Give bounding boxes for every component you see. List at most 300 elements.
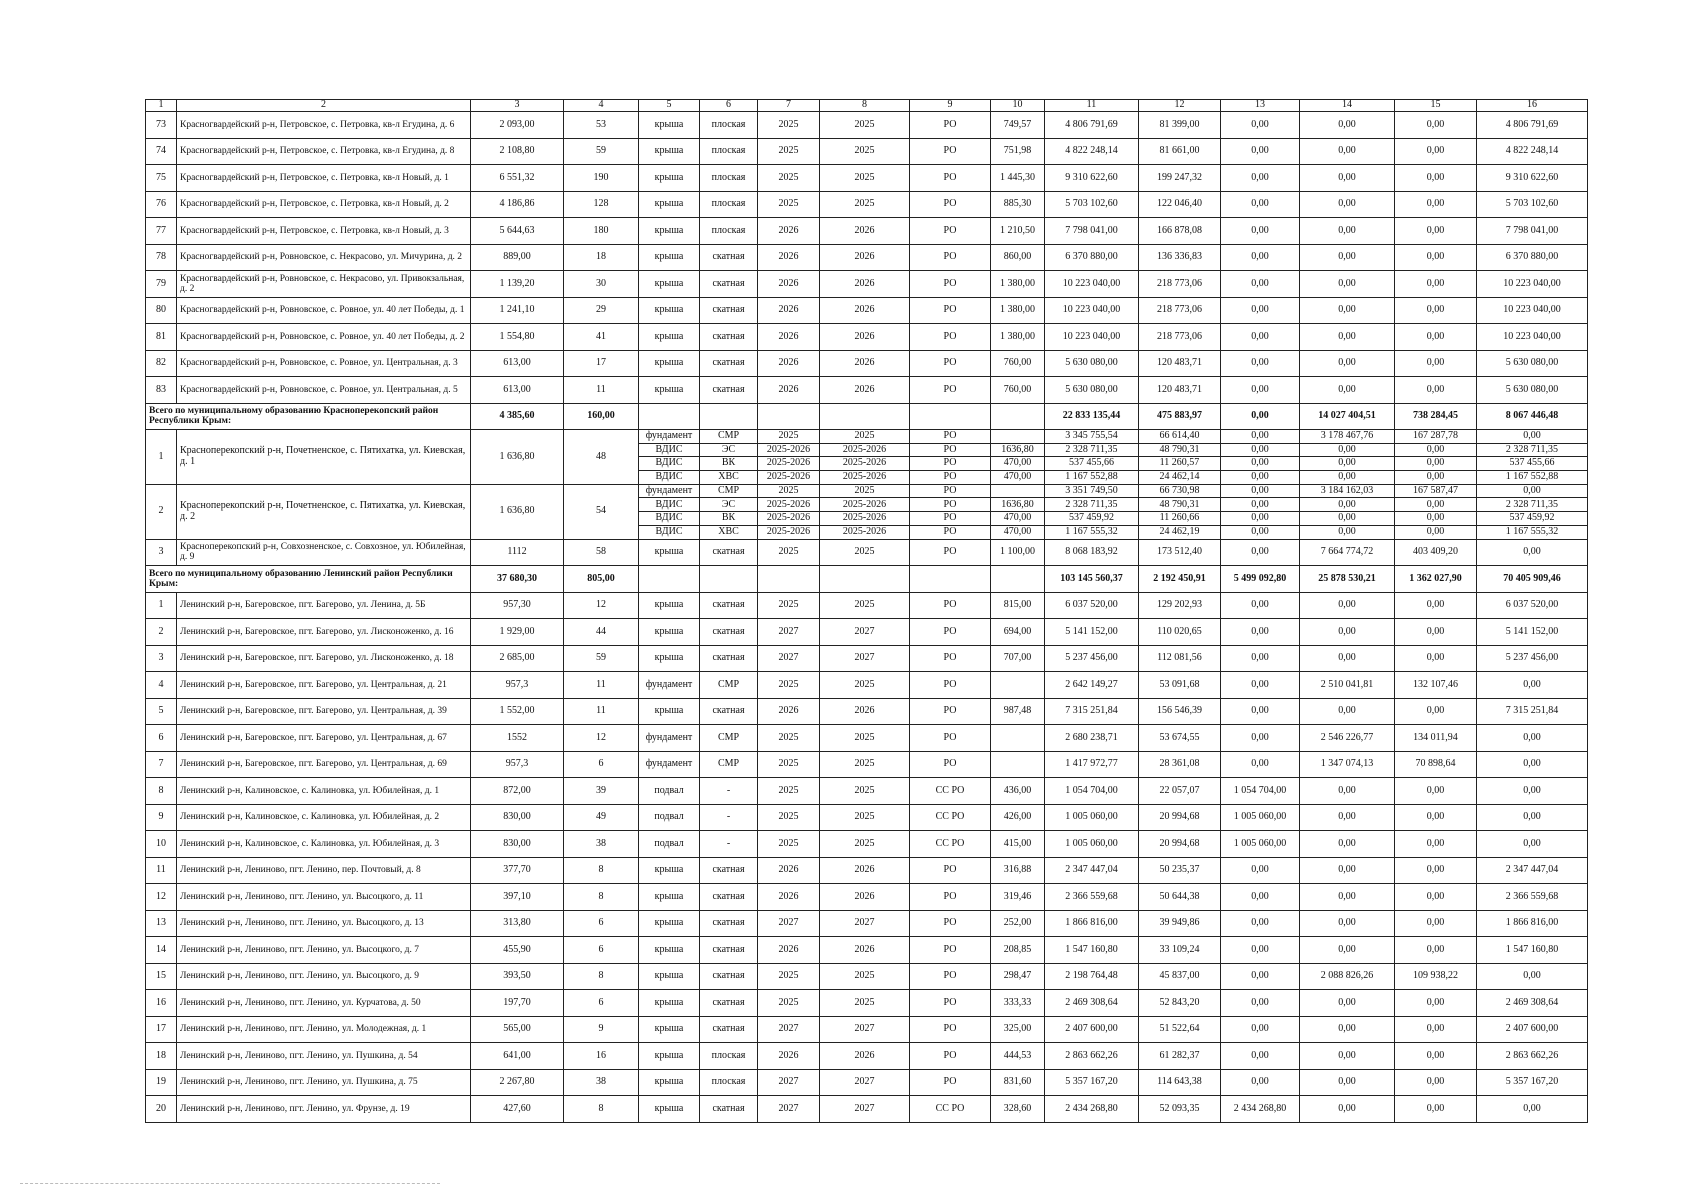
table-cell: 0,00: [1395, 297, 1477, 324]
table-cell: 2025: [758, 191, 820, 218]
column-header: 12: [1139, 100, 1221, 112]
table-cell: 2025: [820, 751, 910, 778]
table-cell: 0,00: [1300, 937, 1395, 964]
table-row: [146, 218, 1588, 245]
table-cell: 2 366 559,68: [1477, 884, 1588, 911]
table-cell: 436,00: [991, 778, 1045, 805]
table-cell: 4 822 248,14: [1045, 138, 1139, 165]
table-cell: ХВС: [700, 525, 758, 539]
table-row: [146, 165, 1588, 192]
table-cell: крыша: [639, 990, 700, 1017]
table-cell: скатная: [700, 937, 758, 964]
table-cell: 1 005 060,00: [1221, 804, 1300, 831]
table-cell: 0,00: [1300, 857, 1395, 884]
table-cell: 0,00: [1395, 937, 1477, 964]
table-cell: 19: [146, 1069, 177, 1096]
total-cell: [991, 403, 1045, 430]
table-cell: 1 417 972,77: [1045, 751, 1139, 778]
table-cell: 333,33: [991, 990, 1045, 1017]
address-cell: Красногвардейский р-н, Ровновское, с. Ровное, ул. 40 лет Победы, д. 2: [177, 324, 471, 351]
table-cell: 66 614,40: [1139, 430, 1221, 444]
table-cell: 128: [564, 191, 639, 218]
table-cell: 0,00: [1300, 910, 1395, 937]
table-cell: 2026: [820, 297, 910, 324]
row-number: 2: [146, 484, 177, 539]
address-cell: Ленинский р-н, Лениново, пгт. Ленино, ул. Высоцкого, д. 7: [177, 937, 471, 964]
table-cell: крыша: [639, 937, 700, 964]
table-cell: 0,00: [1477, 484, 1588, 498]
table-cell: 5 630 080,00: [1477, 350, 1588, 377]
total-cell: [639, 566, 700, 593]
address-cell: Ленинский р-н, Калиновское, с. Калиновка, ул. Юбилейная, д. 1: [177, 778, 471, 805]
table-cell: 2025: [820, 112, 910, 139]
total-cell: [910, 403, 991, 430]
table-cell: 15: [146, 963, 177, 990]
table-cell: СМР: [700, 751, 758, 778]
table-cell: скатная: [700, 698, 758, 725]
table-cell: 120 483,71: [1139, 377, 1221, 404]
table-cell: 2026: [758, 698, 820, 725]
table-cell: 2025-2026: [820, 457, 910, 471]
column-header: 2: [177, 100, 471, 112]
table-cell: 0,00: [1300, 457, 1395, 471]
table-cell: 0,00: [1395, 1016, 1477, 1043]
table-cell: 0,00: [1221, 1043, 1300, 1070]
table-cell: 613,00: [471, 377, 564, 404]
table-cell: 49: [564, 804, 639, 831]
table-cell: 0,00: [1395, 457, 1477, 471]
table-cell: 2025: [758, 831, 820, 858]
table-cell: 8: [564, 857, 639, 884]
table-cell: 173 512,40: [1139, 539, 1221, 566]
table-cell: 11: [564, 672, 639, 699]
table-cell: 2026: [758, 218, 820, 245]
address-cell: Красногвардейский р-н, Петровское, с. Петровка, кв-л Новый, д. 2: [177, 191, 471, 218]
table-cell: 0,00: [1395, 857, 1477, 884]
table-cell: 0,00: [1221, 297, 1300, 324]
table-cell: 7 664 774,72: [1300, 539, 1395, 566]
table-cell: крыша: [639, 592, 700, 619]
table-cell: 0,00: [1300, 350, 1395, 377]
table-cell: 6: [564, 990, 639, 1017]
table-cell: 2 407 600,00: [1477, 1016, 1588, 1043]
table-cell: 3 351 749,50: [1045, 484, 1139, 498]
table-cell: 0,00: [1221, 191, 1300, 218]
table-cell: 134 011,94: [1395, 725, 1477, 752]
table-cell: 2025: [820, 804, 910, 831]
table-cell: 0,00: [1395, 1069, 1477, 1096]
table-cell: плоская: [700, 1043, 758, 1070]
table-cell: 4 822 248,14: [1477, 138, 1588, 165]
table-cell: РО: [910, 350, 991, 377]
table-row: [146, 377, 1588, 404]
table-cell: 0,00: [1221, 645, 1300, 672]
table-cell: 190: [564, 165, 639, 192]
table-cell: 2 328 711,35: [1477, 443, 1588, 457]
total-cell: [758, 403, 820, 430]
table-cell: 76: [146, 191, 177, 218]
table-cell: 0,00: [1300, 645, 1395, 672]
table-cell: 470,00: [991, 512, 1045, 526]
table-cell: скатная: [700, 539, 758, 566]
table-cell: 2026: [758, 937, 820, 964]
table-cell: 328,60: [991, 1096, 1045, 1123]
table-cell: плоская: [700, 191, 758, 218]
table-cell: 1 210,50: [991, 218, 1045, 245]
address-cell: Ленинский р-н, Лениново, пгт. Ленино, ул. Молодежная, д. 1: [177, 1016, 471, 1043]
table-row: [146, 244, 1588, 271]
table-subrow: [146, 430, 1588, 444]
table-cell: 7 315 251,84: [1045, 698, 1139, 725]
table-cell: 537 459,92: [1045, 512, 1139, 526]
table-cell: 2026: [820, 324, 910, 351]
table-cell: крыша: [639, 1043, 700, 1070]
table-row: [146, 112, 1588, 139]
total-cell: 1 362 027,90: [1395, 566, 1477, 593]
table-cell: РО: [910, 512, 991, 526]
table-row: [146, 831, 1588, 858]
column-header: 13: [1221, 100, 1300, 112]
table-cell: 0,00: [1221, 698, 1300, 725]
total-cell: [700, 403, 758, 430]
table-cell: 2025: [758, 990, 820, 1017]
total-cell: [991, 566, 1045, 593]
table-cell: 218 773,06: [1139, 297, 1221, 324]
table-row: [146, 592, 1588, 619]
table-row: [146, 297, 1588, 324]
table-cell: РО: [910, 1016, 991, 1043]
total-cell: 160,00: [564, 403, 639, 430]
table-cell: 470,00: [991, 471, 1045, 485]
table-cell: скатная: [700, 619, 758, 646]
table-cell: скатная: [700, 910, 758, 937]
table-cell: крыша: [639, 1069, 700, 1096]
table-cell: скатная: [700, 244, 758, 271]
table-cell: 167 587,47: [1395, 484, 1477, 498]
table-cell: фундамент: [639, 430, 700, 444]
table-cell: 860,00: [991, 244, 1045, 271]
table-cell: РО: [910, 698, 991, 725]
table-cell: 2 434 268,80: [1045, 1096, 1139, 1123]
table-row: [146, 645, 1588, 672]
table-cell: 22 057,07: [1139, 778, 1221, 805]
table-cell: 12: [146, 884, 177, 911]
address-cell: Красноперекопский р-н, Почетненское, с. Пятихатка, ул. Киевская, д. 1: [177, 430, 471, 485]
table-cell: 2025-2026: [820, 471, 910, 485]
table-cell: РО: [910, 884, 991, 911]
table-cell: 0,00: [1221, 138, 1300, 165]
table-cell: РО: [910, 165, 991, 192]
table-cell: 180: [564, 218, 639, 245]
address-cell: Ленинский р-н, Багеровское, пгт. Багерово, ул. Центральная, д. 39: [177, 698, 471, 725]
table-cell: 44: [564, 619, 639, 646]
table-cell: 0,00: [1300, 698, 1395, 725]
table-cell: 751,98: [991, 138, 1045, 165]
table-row: [146, 751, 1588, 778]
table-cell: скатная: [700, 990, 758, 1017]
table-cell: 0,00: [1300, 1096, 1395, 1123]
table-cell: 319,46: [991, 884, 1045, 911]
table-cell: 2026: [820, 857, 910, 884]
table-cell: 2025: [820, 191, 910, 218]
table-cell: 5 141 152,00: [1045, 619, 1139, 646]
table-cell: 218 773,06: [1139, 271, 1221, 298]
table-cell: 0,00: [1300, 112, 1395, 139]
table-row: [146, 804, 1588, 831]
table-cell: 2 366 559,68: [1045, 884, 1139, 911]
table-cell: 0,00: [1395, 1043, 1477, 1070]
table-cell: 815,00: [991, 592, 1045, 619]
count-cell: 54: [564, 484, 639, 539]
table-cell: 6 370 880,00: [1045, 244, 1139, 271]
table-cell: [991, 672, 1045, 699]
table-cell: 0,00: [1221, 377, 1300, 404]
table-cell: 53 091,68: [1139, 672, 1221, 699]
table-cell: 39: [564, 778, 639, 805]
table-cell: 9: [564, 1016, 639, 1043]
table-cell: 0,00: [1221, 963, 1300, 990]
table-cell: 10 223 040,00: [1045, 324, 1139, 351]
table-cell: 61 282,37: [1139, 1043, 1221, 1070]
table-cell: 29: [564, 297, 639, 324]
column-header: 9: [910, 100, 991, 112]
table-cell: ВДИС: [639, 498, 700, 512]
table-cell: 0,00: [1300, 377, 1395, 404]
table-cell: [991, 430, 1045, 444]
table-cell: РО: [910, 430, 991, 444]
table-cell: 830,00: [471, 831, 564, 858]
table-cell: подвал: [639, 831, 700, 858]
table-cell: 298,47: [991, 963, 1045, 990]
table-cell: 2025: [758, 751, 820, 778]
table-cell: фундамент: [639, 725, 700, 752]
table-cell: 6: [564, 751, 639, 778]
table-cell: 2 198 764,48: [1045, 963, 1139, 990]
table-cell: 0,00: [1221, 165, 1300, 192]
table-cell: 2 469 308,64: [1477, 990, 1588, 1017]
table-cell: 10 223 040,00: [1477, 297, 1588, 324]
address-cell: Ленинский р-н, Багеровское, пгт. Багерово, ул. Лисконоженко, д. 16: [177, 619, 471, 646]
address-cell: Красногвардейский р-н, Петровское, с. Петровка, кв-л Новый, д. 1: [177, 165, 471, 192]
table-cell: СС РО: [910, 778, 991, 805]
table-cell: крыша: [639, 165, 700, 192]
table-cell: 0,00: [1221, 443, 1300, 457]
table-cell: РО: [910, 725, 991, 752]
table-cell: 1 167 555,32: [1045, 525, 1139, 539]
table-cell: 537 459,92: [1477, 512, 1588, 526]
table-cell: РО: [910, 498, 991, 512]
table-cell: 59: [564, 645, 639, 672]
column-header: 1: [146, 100, 177, 112]
table-cell: 0,00: [1300, 990, 1395, 1017]
total-cell: 8 067 446,48: [1477, 403, 1588, 430]
table-cell: 75: [146, 165, 177, 192]
table-cell: 0,00: [1300, 498, 1395, 512]
table-cell: 1 100,00: [991, 539, 1045, 566]
table-cell: 0,00: [1221, 430, 1300, 444]
table-cell: 2 328 711,35: [1045, 443, 1139, 457]
table-cell: 2025: [758, 539, 820, 566]
table-cell: 4 806 791,69: [1045, 112, 1139, 139]
table-cell: 1 241,10: [471, 297, 564, 324]
table-cell: 0,00: [1221, 672, 1300, 699]
table-cell: 8: [146, 778, 177, 805]
address-cell: Ленинский р-н, Багеровское, пгт. Багерово, ул. Ленина, д. 5Б: [177, 592, 471, 619]
table-cell: 2 434 268,80: [1221, 1096, 1300, 1123]
table-cell: 0,00: [1221, 498, 1300, 512]
table-cell: 2025: [820, 963, 910, 990]
table-cell: РО: [910, 112, 991, 139]
table-cell: 20: [146, 1096, 177, 1123]
table-cell: скатная: [700, 350, 758, 377]
total-cell: [820, 566, 910, 593]
table-cell: 0,00: [1395, 165, 1477, 192]
column-header: 8: [820, 100, 910, 112]
table-cell: 0,00: [1221, 271, 1300, 298]
total-label: Всего по муниципальному образованию Ленинский район Республики Крым:: [146, 566, 471, 593]
table-cell: 114 643,38: [1139, 1069, 1221, 1096]
table-cell: 0,00: [1477, 831, 1588, 858]
table-cell: 6: [564, 937, 639, 964]
total-cell: [820, 403, 910, 430]
table-cell: 2026: [820, 698, 910, 725]
address-cell: Ленинский р-н, Калиновское, с. Калиновка, ул. Юбилейная, д. 2: [177, 804, 471, 831]
table-cell: 77: [146, 218, 177, 245]
table-cell: 38: [564, 1069, 639, 1096]
table-cell: 0,00: [1395, 443, 1477, 457]
total-cell: 70 405 909,46: [1477, 566, 1588, 593]
table-cell: 0,00: [1221, 512, 1300, 526]
table-cell: РО: [910, 672, 991, 699]
table-cell: 1 167 552,88: [1045, 471, 1139, 485]
table-row: [146, 350, 1588, 377]
table-cell: 1 552,00: [471, 698, 564, 725]
table-cell: [991, 725, 1045, 752]
table-cell: 12: [564, 592, 639, 619]
table-cell: РО: [910, 1043, 991, 1070]
table-cell: плоская: [700, 112, 758, 139]
column-header: 5: [639, 100, 700, 112]
table-cell: 0,00: [1395, 324, 1477, 351]
table-cell: 1: [146, 592, 177, 619]
address-cell: Ленинский р-н, Лениново, пгт. Ленино, ул. Высоцкого, д. 11: [177, 884, 471, 911]
table-cell: РО: [910, 138, 991, 165]
table-cell: 1 005 060,00: [1045, 804, 1139, 831]
total-cell: 4 385,60: [471, 403, 564, 430]
table-cell: 0,00: [1477, 778, 1588, 805]
table-cell: 0,00: [1477, 725, 1588, 752]
table-cell: 10: [146, 831, 177, 858]
table-cell: 0,00: [1300, 1069, 1395, 1096]
table-cell: 2025-2026: [758, 512, 820, 526]
total-cell: [910, 566, 991, 593]
table-cell: 2 347 447,04: [1045, 857, 1139, 884]
table-cell: 52 843,20: [1139, 990, 1221, 1017]
table-cell: 2027: [820, 619, 910, 646]
table-cell: 1 554,80: [471, 324, 564, 351]
table-cell: 2 347 447,04: [1477, 857, 1588, 884]
address-cell: Красногвардейский р-н, Петровское, с. Петровка, кв-л Егудина, д. 6: [177, 112, 471, 139]
table-row: [146, 778, 1588, 805]
table-cell: 2025: [820, 484, 910, 498]
table-cell: 2026: [758, 1043, 820, 1070]
table-cell: 80: [146, 297, 177, 324]
table-cell: СМР: [700, 430, 758, 444]
table-cell: 397,10: [471, 884, 564, 911]
table-cell: 50 235,37: [1139, 857, 1221, 884]
table-cell: 0,00: [1477, 430, 1588, 444]
table-cell: ХВС: [700, 471, 758, 485]
table-cell: 0,00: [1477, 1096, 1588, 1123]
table-cell: 0,00: [1300, 804, 1395, 831]
table-cell: 0,00: [1300, 191, 1395, 218]
table-cell: 2027: [820, 1016, 910, 1043]
table-cell: 2027: [758, 1096, 820, 1123]
table-cell: 0,00: [1300, 525, 1395, 539]
table-cell: 0,00: [1221, 751, 1300, 778]
table-cell: РО: [910, 324, 991, 351]
table-cell: 325,00: [991, 1016, 1045, 1043]
area-cell: 1 636,80: [471, 430, 564, 485]
table-cell: 11: [564, 698, 639, 725]
table-cell: ЭС: [700, 498, 758, 512]
table-cell: ВДИС: [639, 471, 700, 485]
table-cell: 0,00: [1221, 910, 1300, 937]
table-cell: 1 054 704,00: [1221, 778, 1300, 805]
address-cell: Красногвардейский р-н, Ровновское, с. Некрасово, ул. Привокзальная, д. 2: [177, 271, 471, 298]
table-cell: 9 310 622,60: [1477, 165, 1588, 192]
table-cell: РО: [910, 191, 991, 218]
table-cell: 17: [564, 350, 639, 377]
table-cell: 316,88: [991, 857, 1045, 884]
table-cell: 10 223 040,00: [1477, 324, 1588, 351]
table-cell: 2026: [820, 350, 910, 377]
table-cell: 0,00: [1395, 191, 1477, 218]
table-row: [146, 884, 1588, 911]
table-cell: крыша: [639, 112, 700, 139]
table-cell: фундамент: [639, 751, 700, 778]
table-cell: 0,00: [1221, 1016, 1300, 1043]
table-cell: 0,00: [1221, 525, 1300, 539]
table-cell: 3 345 755,54: [1045, 430, 1139, 444]
table-cell: 0,00: [1300, 165, 1395, 192]
table-cell: 2027: [758, 1016, 820, 1043]
table-cell: 8: [564, 963, 639, 990]
address-cell: Ленинский р-н, Багеровское, пгт. Багерово, ул. Центральная, д. 69: [177, 751, 471, 778]
table-cell: 0,00: [1300, 619, 1395, 646]
table-cell: 10 223 040,00: [1477, 271, 1588, 298]
table-cell: 426,00: [991, 804, 1045, 831]
table-cell: 1 347 074,13: [1300, 751, 1395, 778]
table-cell: 0,00: [1221, 218, 1300, 245]
address-cell: Красногвардейский р-н, Ровновское, с. Ровное, ул. Центральная, д. 5: [177, 377, 471, 404]
table-cell: 427,60: [471, 1096, 564, 1123]
table-cell: фундамент: [639, 672, 700, 699]
table-cell: 4: [146, 672, 177, 699]
table-cell: 5 630 080,00: [1045, 377, 1139, 404]
address-cell: Ленинский р-н, Лениново, пгт. Ленино, пер. Почтовый, д. 8: [177, 857, 471, 884]
table-cell: ВДИС: [639, 457, 700, 471]
table-cell: 2 407 600,00: [1045, 1016, 1139, 1043]
table-cell: 50 644,38: [1139, 884, 1221, 911]
table-cell: 45 837,00: [1139, 963, 1221, 990]
table-cell: 2027: [758, 1069, 820, 1096]
table-cell: 1552: [471, 725, 564, 752]
column-header: 16: [1477, 100, 1588, 112]
table-cell: крыша: [639, 377, 700, 404]
table-cell: 0,00: [1221, 457, 1300, 471]
table-cell: 66 730,98: [1139, 484, 1221, 498]
